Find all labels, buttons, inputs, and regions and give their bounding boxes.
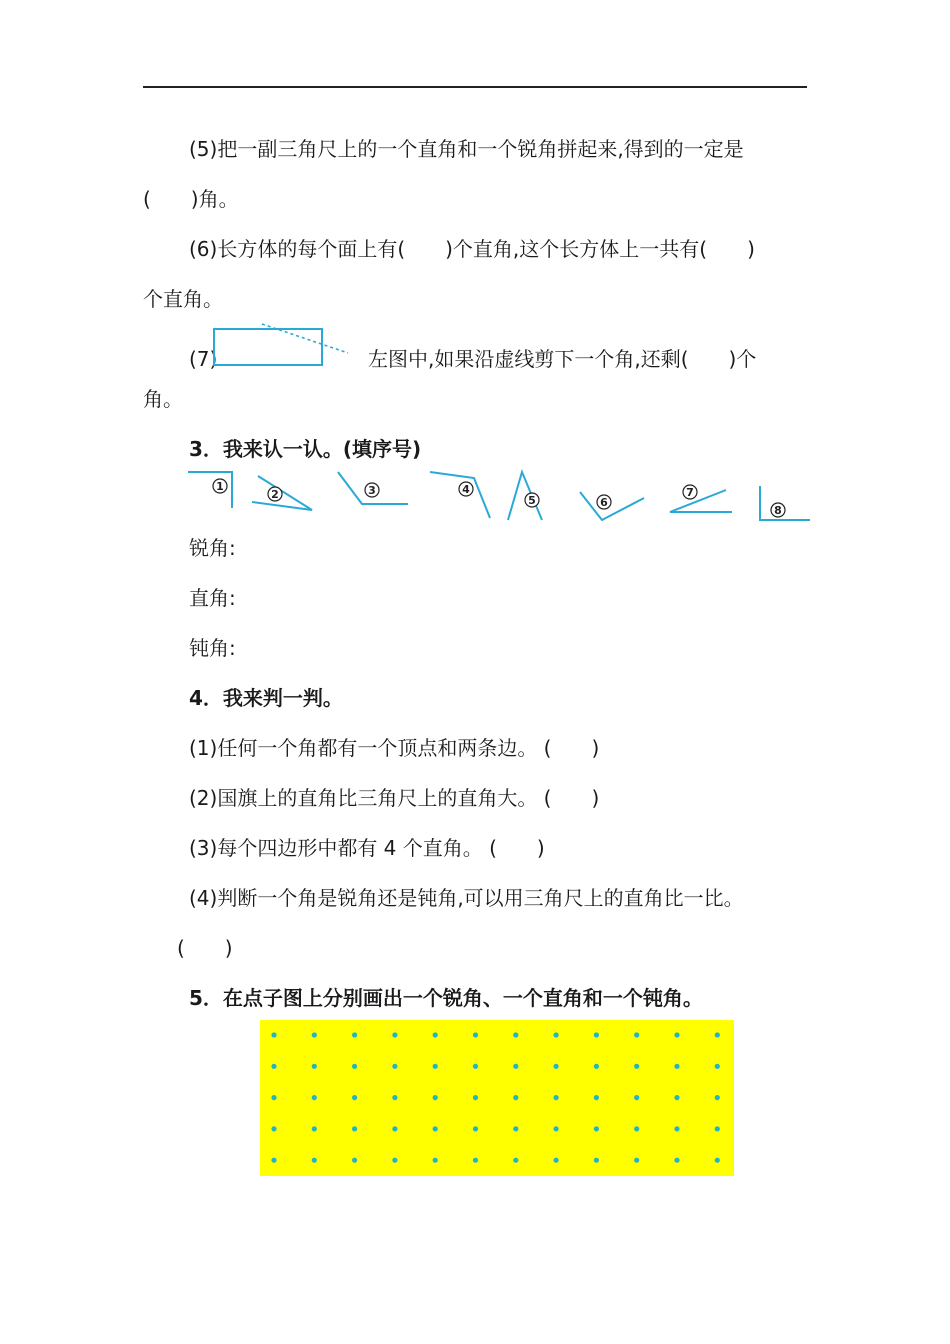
angle-7-lines xyxy=(670,490,732,512)
grid-dot xyxy=(271,1095,276,1100)
grid-dot xyxy=(674,1032,679,1037)
obtuse-label: 钝角: xyxy=(189,636,236,660)
angle-2 xyxy=(252,476,312,510)
angle-1 xyxy=(188,472,232,508)
grid-dot xyxy=(473,1095,478,1100)
grid-dot xyxy=(554,1158,559,1163)
grid-dot xyxy=(352,1032,357,1037)
grid-dot xyxy=(594,1158,599,1163)
angle-7 xyxy=(670,485,732,512)
grid-dot xyxy=(352,1126,357,1131)
grid-dot xyxy=(271,1032,276,1037)
grid-dot xyxy=(312,1095,317,1100)
grid-dot xyxy=(271,1126,276,1131)
q2-item6-line1: (6)长方体的每个面上有( )个直角,这个长方体上一共有( ) xyxy=(189,237,755,261)
grid-dot xyxy=(674,1158,679,1163)
grid-dot xyxy=(594,1032,599,1037)
q4-item4-line1: (4)判断一个角是锐角还是钝角,可以用三角尺上的直角比一比。 xyxy=(189,886,744,910)
q2-item7-prefix: (7) xyxy=(189,347,218,371)
grid-dot xyxy=(634,1158,639,1163)
grid-dot xyxy=(715,1126,720,1131)
right-label: 直角: xyxy=(189,586,236,610)
grid-dot xyxy=(554,1126,559,1131)
grid-dot xyxy=(473,1158,478,1163)
grid-dot xyxy=(473,1032,478,1037)
grid-dot xyxy=(554,1064,559,1069)
grid-dot xyxy=(312,1158,317,1163)
grid-dot xyxy=(392,1158,397,1163)
grid-dot xyxy=(513,1032,518,1037)
grid-dot xyxy=(715,1095,720,1100)
grid-dot xyxy=(392,1064,397,1069)
grid-dot xyxy=(473,1064,478,1069)
angle-6-number: 6 xyxy=(600,496,608,509)
angle-8-lines xyxy=(760,486,810,520)
dot-grid-background xyxy=(260,1020,734,1176)
angle-4-number: 4 xyxy=(462,483,470,496)
grid-dot xyxy=(634,1095,639,1100)
grid-dot xyxy=(513,1158,518,1163)
grid-dot xyxy=(594,1126,599,1131)
q5-title: 5．在点子图上分别画出一个锐角、一个直角和一个钝角。 xyxy=(189,986,703,1010)
acute-label: 锐角: xyxy=(189,536,236,560)
grid-dot xyxy=(674,1064,679,1069)
q4-item4-line2: ( ) xyxy=(177,936,233,960)
angle-8 xyxy=(760,486,810,520)
angle-3 xyxy=(338,472,408,504)
q2-item6-line2: 个直角。 xyxy=(143,287,223,311)
q2-item7-text: 左图中,如果沿虚线剪下一个角,还剩( )个 xyxy=(368,347,757,371)
grid-dot xyxy=(594,1064,599,1069)
angle-4-lines xyxy=(430,472,490,518)
top-rule xyxy=(143,86,807,88)
angle-5-number: 5 xyxy=(528,494,536,507)
grid-dot xyxy=(634,1032,639,1037)
grid-dot xyxy=(433,1032,438,1037)
angles-figure xyxy=(180,464,820,528)
q2-item5-line1: (5)把一副三角尺上的一个直角和一个锐角拼起来,得到的一定是 xyxy=(189,137,744,161)
angle-4 xyxy=(430,472,490,518)
q4-item1: (1)任何一个角都有一个顶点和两条边。 ( ) xyxy=(189,736,600,760)
grid-dot xyxy=(312,1126,317,1131)
angle-5 xyxy=(508,472,542,520)
q4-item3: (3)每个四边形中都有 4 个直角。 ( ) xyxy=(189,836,545,860)
grid-dot xyxy=(352,1064,357,1069)
grid-dot xyxy=(513,1095,518,1100)
angle-3-number: 3 xyxy=(368,484,376,497)
grid-dot xyxy=(312,1032,317,1037)
grid-dot xyxy=(312,1064,317,1069)
grid-dot xyxy=(392,1095,397,1100)
grid-dot xyxy=(352,1095,357,1100)
q2-item5-line2: ( )角。 xyxy=(143,187,239,211)
angle-8-number: 8 xyxy=(774,504,782,517)
grid-dot xyxy=(433,1126,438,1131)
grid-dot xyxy=(271,1064,276,1069)
grid-dot xyxy=(433,1064,438,1069)
grid-dot xyxy=(715,1158,720,1163)
grid-dot xyxy=(715,1032,720,1037)
rectangle-shape xyxy=(214,329,322,365)
grid-dot xyxy=(271,1158,276,1163)
angle-2-number: 2 xyxy=(271,488,279,501)
rectangle-figure xyxy=(210,320,360,370)
grid-dot xyxy=(392,1032,397,1037)
grid-dot xyxy=(513,1126,518,1131)
q3-title: 3．我来认一认。(填序号) xyxy=(189,437,422,461)
q4-item2: (2)国旗上的直角比三角尺上的直角大。 ( ) xyxy=(189,786,600,810)
angle-7-number: 7 xyxy=(686,486,694,499)
angle-6-lines xyxy=(580,492,644,520)
grid-dot xyxy=(715,1064,720,1069)
angle-1-number: 1 xyxy=(216,480,224,493)
q4-title: 4．我来判一判。 xyxy=(189,686,343,710)
dot-grid[interactable] xyxy=(260,1020,734,1176)
q2-item7-line2: 角。 xyxy=(143,387,183,411)
grid-dot xyxy=(674,1126,679,1131)
grid-dot xyxy=(433,1158,438,1163)
grid-dot xyxy=(674,1095,679,1100)
grid-dot xyxy=(554,1095,559,1100)
grid-dot xyxy=(352,1158,357,1163)
grid-dot xyxy=(473,1126,478,1131)
grid-dot xyxy=(634,1126,639,1131)
grid-dot xyxy=(433,1095,438,1100)
grid-dot xyxy=(554,1032,559,1037)
grid-dot xyxy=(594,1095,599,1100)
grid-dot xyxy=(392,1126,397,1131)
grid-dot xyxy=(634,1064,639,1069)
angle-6 xyxy=(580,492,644,520)
grid-dot xyxy=(513,1064,518,1069)
